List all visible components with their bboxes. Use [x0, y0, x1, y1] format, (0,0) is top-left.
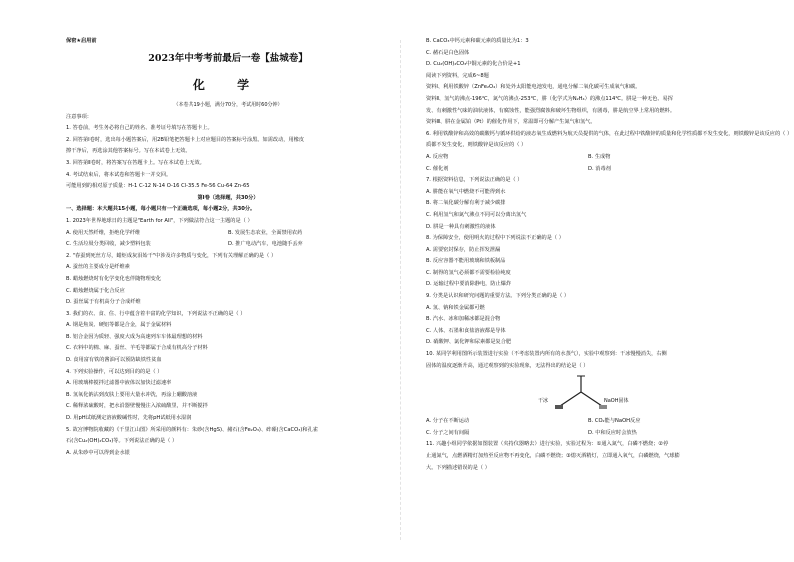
right-line: B. CaCO₃中钙元素和碳元素的质量比为1：3 — [426, 38, 529, 44]
question-3-line: B. 铝合金因为质轻、强度大成为高速列车车体最理想的材料 — [66, 333, 203, 340]
right-line: 阅读下列资料，完成6~8题 — [426, 72, 489, 79]
dry-ice-label: 干冰 — [538, 398, 549, 405]
question-2-line: D. 蚕丝属于有机高分子合成纤维 — [66, 299, 141, 306]
question-8-line: 8. 为保障安全，使用明火的过程中下列说法不正确的是（ ） — [426, 235, 564, 242]
right-line: C. 赭石是白色固体 — [426, 49, 470, 56]
option: D. 中和反应时会放热 — [588, 429, 637, 436]
question-10-diagram — [426, 372, 750, 416]
question-3-line: C. 衣料中的棉、麻、蚕丝、羊毛等都属于合成有机高分子材料 — [66, 345, 208, 352]
note-item: 2. 回答第Ⅰ卷时，选出每小题答案后，用2B铅笔把答题卡上对应题目的答案标号涂黑。如需改动，用橡皮 — [66, 136, 305, 143]
question-1-options-row-1 — [66, 228, 390, 240]
question-3-line: 3. 我们的衣、食、住、行中蕴含着丰富的化学知识，下列说法不正确的是（ ） — [66, 310, 246, 317]
notes-heading: 注意事项： — [66, 113, 92, 120]
question-9-line: 9. 分类是认识和研究问题的重要方法。下列分类正确的是（ ） — [426, 293, 570, 300]
question-3-line: A. 钢是焦炭、硬铝等都是合金，属于金属材料 — [66, 322, 172, 329]
option: A. 分子在不断运动 — [426, 418, 470, 425]
option: D. 推广电动汽车，电池随手丢弃 — [228, 241, 303, 248]
question-5-line: 5. 故宫博物院收藏的《千里江山图》所采用的颜料有：朱砂(含HgS)、赭石(含Fe₂O₃)、砗磲(含CaCO₃)和孔雀 — [66, 426, 318, 433]
note-item: 3. 回答第Ⅱ卷时，将答案写在答题卡上。写在本试卷上无效。 — [66, 159, 205, 166]
question-6-options-row-2 — [426, 164, 750, 176]
question-6-stem-2: 质都不发生变化，则铁酸锌是该反应的（ ） — [426, 142, 527, 149]
option: C. 分子之间有间隔 — [426, 429, 470, 436]
question-4-line: A. 用玻璃棒搅拌过滤器中液体以加快过滤速率 — [66, 380, 172, 387]
left-column — [66, 36, 390, 459]
option: C. 生活垃圾分类回收，减少塑料包装 — [66, 241, 151, 248]
question-4-line: D. 用pH试纸测定溶液酸碱性时，先将pH试纸用水湿润 — [66, 415, 192, 422]
question-10-line: 10. 某同学利用图所示装置进行实验（不考虑装置内所有的水蒸气），实验中观察到：干冰慢慢消失，右侧 — [426, 351, 667, 358]
question-7-line: C. 利用氢气和氮气沸点不同可以分离出氢气 — [426, 211, 527, 218]
right-line: 资料Ⅱ、氢气的沸点-196℃，氮气的沸点-253℃，肼（化学式为N₂H₄）的沸点114℃。肼是一种无色、易挥 — [426, 95, 673, 102]
question-3-line: D. 食用富有铁的酱油可以预防缺铁性贫血 — [66, 357, 162, 364]
question-8-line: D. 运输过程中要消除静电，防止爆炸 — [426, 281, 512, 288]
question-2-line: A. 蚕丝的主要成分是纤维素 — [66, 264, 130, 271]
question-5-line: 石(含Cu₂(OH)₂CO₃)等。下列说法正确的是（ ） — [66, 438, 178, 445]
question-8-line: C. 制得的氢气必须都不需要检验纯度 — [426, 269, 511, 276]
question-2-line: 2. "春蚕到死丝方尽，蜡炬成灰泪始干"中涉及许多物质与变化，下列有关理解正确的是（ ） — [66, 252, 277, 259]
option: B. CO₂能与NaOH反应 — [588, 418, 641, 425]
question-11-line: 11. 兴趣小组同学依据如图装置（夹持仪器略去）进行实验，实验过程为：①通入氮气，白磷不燃烧；②停 — [426, 441, 669, 448]
option: B. 生成物 — [588, 153, 611, 160]
question-4-line: B. 氢氧化钠沾到皮肤上要用大量水冲洗，再涂上硼酸溶液 — [66, 391, 198, 398]
question-2-line: C. 蜡烛燃烧属于化合反应 — [66, 287, 125, 294]
option: D. 消毒剂 — [588, 165, 611, 172]
question-4-line: C. 稀释浓硫酸时，把水沿器壁慢慢注入浓硫酸里，并不断搅拌 — [66, 403, 208, 410]
right-line: 资料Ⅰ、利用铁酸锌（ZnFe₂O₄）和处外太阳能电池发电，通电分解二氧化碳可生成氧气和碳。 — [426, 84, 641, 91]
part1-title: 第Ⅰ卷（选择题，共30分） — [197, 194, 259, 201]
atomic-masses: 可能用到的相对原子质量：H-1 C-12 N-14 O-16 Cl-35.5 Fe-56 Cu-64 Zn-65 — [66, 183, 250, 190]
secret-label: 保密★启用前 — [66, 38, 97, 44]
question-9-line: A. 氢、钠和铁金属都可燃 — [426, 304, 485, 311]
section1-title: 一、选择题：本大题共15小题，每小题只有一个正确选项，每小题2分，共30分。 — [66, 206, 256, 213]
question-7-line: A. 肼能在氧气中燃烧不可能得到水 — [426, 188, 506, 195]
subject-title: 化 学 — [192, 78, 264, 92]
question-11-line: 止通氮气，点燃酒精灯加热至反应物不再变化，白磷不燃烧；③熄灭酒精灯，立即通入氧气，白磷燃烧，气球膨 — [426, 453, 680, 459]
naoh-label: NaOH固体 — [604, 398, 629, 405]
question-6-stem: 6. 利用铁酸锌和高效的碳酸钙与循环供给的液态氧生成燃料为航天员提供的气体，在此过程中铁酸锌的质量和化学性质都不发生变化，则铁酸锌是该反应的（ ） — [426, 130, 793, 137]
question-2-line: B. 蜡烛燃烧时有化学变化也伴随物理变化 — [66, 275, 162, 282]
y-tube-apparatus-icon — [546, 372, 616, 416]
question-4-line: 4. 下列实验操作，可以达到目的的是（ ） — [66, 368, 163, 375]
note-item: 1. 答卷前，考生务必将自己的姓名、准考证号填写在答题卡上。 — [66, 125, 213, 132]
question-9-line: C. 人体、石墨和食盐溶液都是导体 — [426, 327, 506, 334]
note-item: 擦干净后，再选涂其他答案标号。写在本试卷上无效。 — [66, 148, 191, 155]
question-7-line: B. 将二氧化碳分解有利于减少碳排 — [426, 200, 506, 207]
option: A. 使用天然纤维，拒绝化学纤维 — [66, 229, 141, 236]
right-line: 发、有刺激性气味的油状液体，有腐蚀性，能强烈腐蚀和破坏生物组织，有剧毒，肼是航空界上常用的燃料。 — [426, 107, 676, 114]
question-9-line: B. 汽水、冰和加稀冰都是混合物 — [426, 316, 501, 323]
option: A. 反应物 — [426, 153, 449, 160]
exam-title: 2023年中考考前最后一卷【盐城卷】 — [148, 53, 308, 64]
question-1-stem: 1. 2023年世界地球日的主题是"Earth for All"，下列做法符合这一主题的是（ ） — [66, 217, 253, 224]
right-line: 资料Ⅲ、肼在金属铂（Pt）的催化作用下，常温即可分解产生氮气和氢气。 — [426, 119, 596, 126]
question-11-line: 大。下列描述错误的是（ ） — [426, 464, 490, 471]
question-6-options-row-1 — [426, 152, 750, 164]
question-7-line: D. 肼是一种具有刺激性的液体 — [426, 223, 496, 230]
question-9-line: D. 硝酸钾、氯化钾和尿素都是复合肥 — [426, 339, 512, 346]
right-column — [426, 36, 793, 474]
question-8-line: A. 需要密封保存，防止挥发泄漏 — [426, 246, 501, 253]
question-10-options-row-1 — [426, 416, 750, 428]
option: B. 发展生态农业，全面禁用农药 — [228, 229, 303, 236]
column-divider — [400, 40, 401, 540]
question-10-line: 固体的温度逐渐升高，通过观察到的实验现象，无法得出的结论是（ ） — [426, 362, 589, 369]
question-1-options-row-2 — [66, 239, 390, 251]
right-line: D. Cu₂(OH)₂CO₃中铜元素的化合价是+1 — [426, 61, 521, 68]
question-8-line: B. 反应容器不能用玻璃和铁板制品 — [426, 258, 506, 265]
exam-meta: （本卷共19小题，满分70分，考试用时60分钟） — [173, 102, 283, 108]
question-10-options-row-2 — [426, 428, 750, 440]
question-5-line: A. 从朱砂中可以得到金水银 — [66, 449, 130, 456]
note-item: 4. 考试结束后，将本试卷和答题卡一并交回。 — [66, 171, 172, 178]
question-7-line: 7. 根据资料信息，下列说法正确的是（ ） — [426, 177, 523, 184]
option: C. 催化剂 — [426, 165, 449, 172]
